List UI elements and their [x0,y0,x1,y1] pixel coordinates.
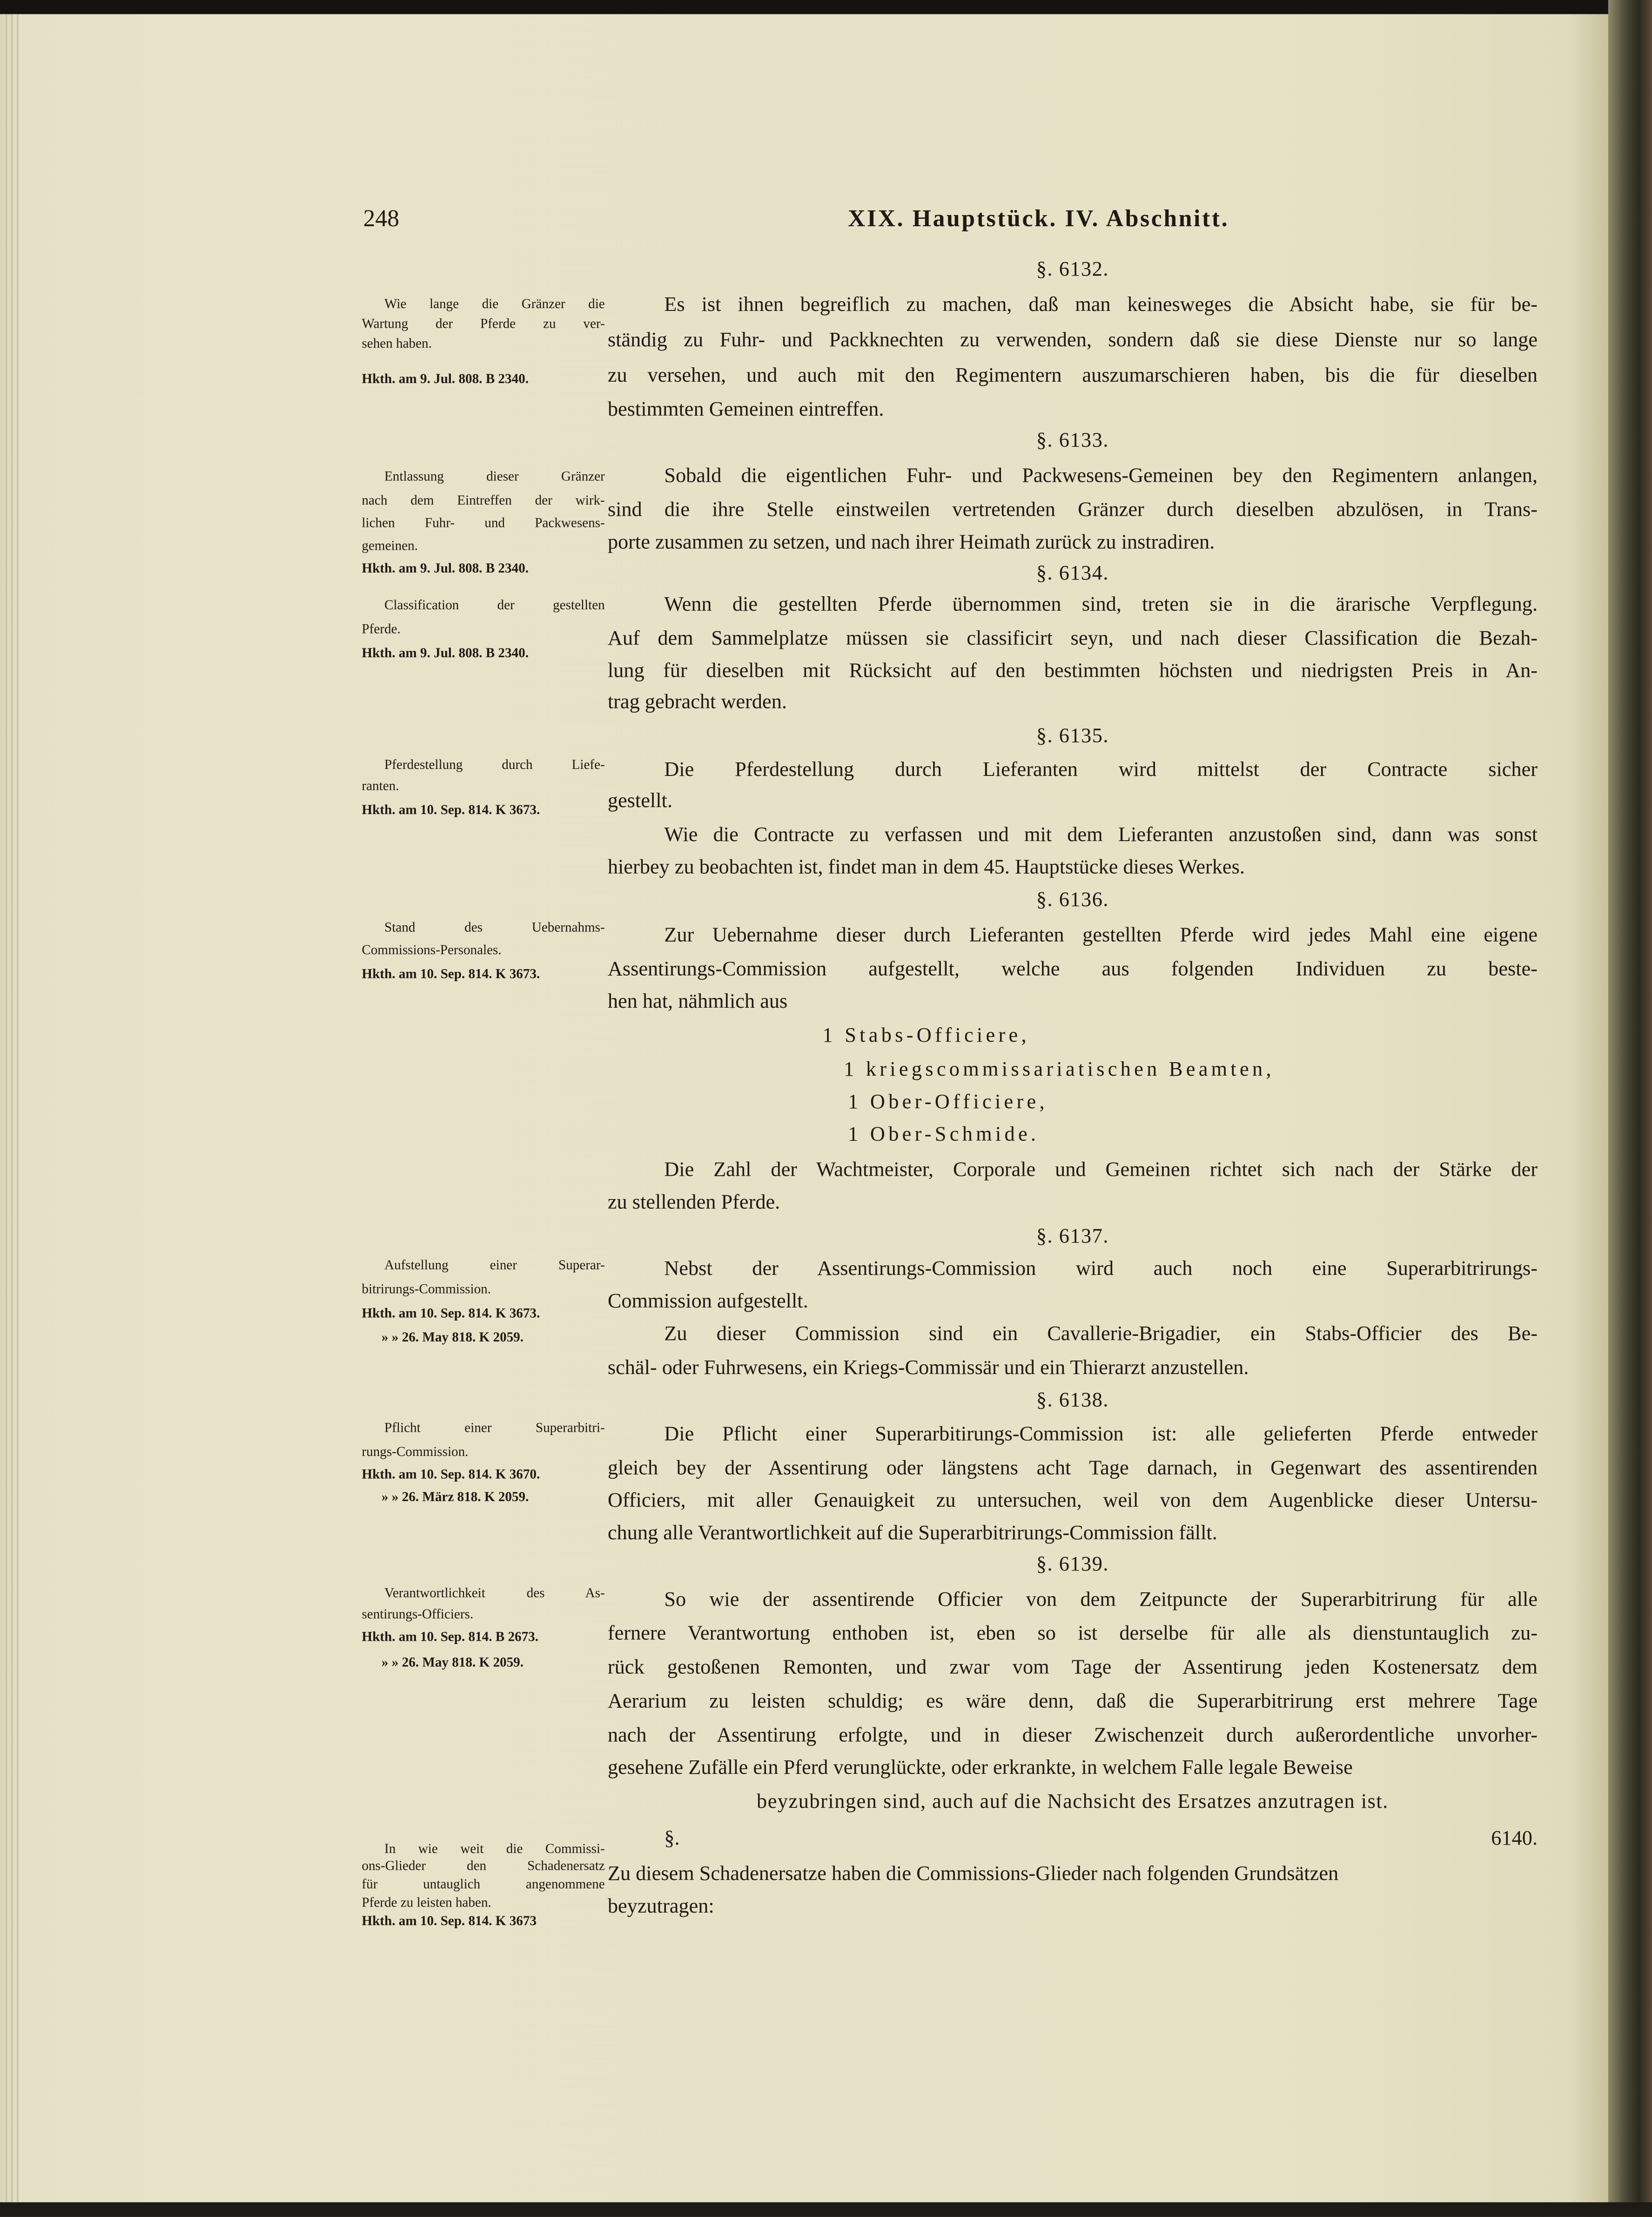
list-item: 1 kriegscommissariatischen Beamten, [843,1058,1275,1082]
citation-reference: Hkth. am 10. Sep. 814. K 3673. [362,967,540,983]
citation-reference: Hkth. am 9. Jul. 808. B 2340. [362,371,529,388]
citation-reference: Hkth. am 9. Jul. 808. B 2340. [362,646,529,662]
text-line: Die Pferdestellung durch Lieferanten wird mittelst der Contracte sicher [664,759,1538,782]
text-line: rück gestoßenen Remonten, und zwar vom Tage der Assentirung jeden Kostenersatz dem [607,1657,1538,1679]
text-line: Aerarium zu leisten schuldig; es wäre denn, daß die Superarbitrirung erst mehrere Tage [607,1691,1538,1713]
text-line: lung für dieselben mit Rücksicht auf den bestimmten höchsten und niedrigsten Preis in An- [607,660,1538,683]
margin-note-line: Pferdestellung durch Liefe- [384,757,605,774]
scan-border-bottom [0,2202,1652,2216]
list-item: 1 Stabs-Officiere, [822,1024,1030,1048]
margin-note-line: gemeinen. [362,539,418,554]
text-line: Wenn die gestellten Pferde übernommen sind, treten sie in die ärarische Verpflegung. [664,593,1538,617]
text-line: gesehene Zufälle ein Pferd verunglückte, oder erkrankte, in welchem Falle legale Beweise [607,1757,1353,1780]
text-line: hen hat, nähmlich aus [607,991,788,1014]
text-line: zu versehen, und auch mit den Regimentern auszumarschieren haben, bis die für dieselben [607,364,1538,388]
text-line: beyzutragen: [607,1895,714,1918]
text-line: chung alle Verantwortlichkeit auf die Superarbitrirungs-Commission fällt. [607,1522,1217,1545]
section-heading: §. 6133. [1036,430,1109,452]
citation-reference: » » 26. May 818. K 2059. [381,1655,524,1671]
citation-reference: » » 26. May 818. K 2059. [381,1330,524,1346]
text-line: Es ist ihnen begreiflich zu machen, daß man keinesweges die Absicht habe, sie für be- [664,294,1538,317]
margin-note-line: Pferde. [362,622,401,638]
page-edge-line [17,14,18,2202]
running-title: XIX. Hauptstück. IV. Abschnitt. [848,205,1229,232]
text-line: zu stellenden Pferde. [607,1192,780,1214]
margin-note-line: nach dem Eintreffen der wirk- [362,493,605,509]
text-line: Zu dieser Commission sind ein Cavallerie-Brigadier, ein Stabs-Officier des Be- [664,1323,1538,1346]
text-line: nach der Assentirung erfolgte, und in dieser Zwischenzeit durch außerordentliche unvorher- [607,1724,1538,1747]
text-line: Commission aufgestellt. [607,1290,808,1314]
text-line: Nebst der Assentirungs-Commission wird auch noch eine Superarbitrirungs- [664,1258,1538,1281]
text-line: Auf dem Sammelplatze müssen sie classificirt seyn, und nach dieser Classification die Bezah- [607,627,1538,650]
list-item: 1 Ober-Schmide. [848,1124,1040,1146]
page-edge-line [6,14,7,2202]
section-heading: §. 6139. [1036,1553,1109,1577]
text-line: Assentirungs-Commission aufgestellt, welche aus folgenden Individuen zu beste- [607,958,1538,981]
citation-reference: Hkth. am 10. Sep. 814. B 2673. [362,1630,539,1645]
margin-note-line: rungs-Commission. [362,1444,469,1461]
margin-note-line: bitrirungs-Commission. [362,1282,491,1298]
section-heading: beyzubringen sind, auch auf die Nachsicht des Ersatzes anzutragen ist. [757,1791,1389,1814]
margin-note-line: Verantwortlichkeit des As- [384,1586,605,1602]
section-heading: §. 6134. [1036,562,1109,586]
citation-reference: Hkth. am 10. Sep. 814. K 3673 [362,1914,537,1930]
text-line: §. 6140. [664,1827,1538,1851]
citation-reference: Hkth. am 10. Sep. 814. K 3673. [362,1306,540,1322]
text-line: bestimmten Gemeinen eintreffen. [607,398,884,421]
book-spine-edge [1608,0,1652,2217]
page-edge-line [11,14,13,2202]
section-heading: §. 6137. [1036,1225,1109,1248]
text-line: Die Zahl der Wachtmeister, Corporale und Gemeinen richtet sich nach der Stärke der [664,1159,1538,1182]
margin-note-line: für untauglich angenommene [362,1877,605,1893]
text-line: Wie die Contracte zu verfassen und mit dem Lieferanten anzustoßen sind, dann was sonst [664,824,1538,847]
citation-reference: Hkth. am 10. Sep. 814. K 3673. [362,802,540,819]
text-line: ständig zu Fuhr- und Packknechten zu verwenden, sondern daß sie diese Dienste nur so lange [607,329,1538,352]
text-line: schäl- oder Fuhrwesens, ein Kriegs-Commissär und ein Thierarzt anzustellen. [607,1357,1249,1380]
text-line: So wie der assentirende Officier von dem Zeitpuncte der Superarbitrirung für alle [664,1589,1538,1611]
margin-note-line: sehen haben. [362,336,432,352]
margin-note-line: Stand des Uebernahms- [384,920,605,936]
margin-note-line: In wie weit die Commissi- [384,1841,605,1858]
margin-note-line: Classification der gestellten [384,598,605,613]
margin-note-line: sentirungs-Officiers. [362,1607,474,1623]
margin-note-line: Wartung der Pferde zu ver- [362,317,605,332]
text-line: hierbey zu beobachten ist, findet man in dem 45. Hauptstücke dieses Werkes. [607,856,1245,879]
text-line: fernere Verantwortung enthoben ist, eben so ist derselbe für alle als dienstuntauglich zu- [607,1623,1538,1645]
section-heading: §. 6136. [1036,889,1109,912]
margin-note-line: lichen Fuhr- und Packwesens- [362,516,605,532]
text-line: Zur Uebernahme dieser durch Lieferanten gestellten Pferde wird jedes Mahl eine eigene [664,924,1538,947]
citation-reference: Hkth. am 10. Sep. 814. K 3670. [362,1467,540,1483]
margin-note-line: Commissions-Personales. [362,943,502,958]
margin-note-line: Wie lange die Gränzer die [384,296,605,313]
text-line: Officiers, mit aller Genauigkeit zu untersuchen, weil von dem Augenblicke dieser Untersu- [607,1489,1538,1513]
section-heading: §. 6138. [1036,1389,1109,1412]
text-line: trag gebracht werden. [607,691,787,714]
scan-border-top [0,0,1652,14]
text-line: Die Pflicht einer Superarbitirungs-Commission ist: alle gelieferten Pferde entweder [664,1423,1538,1446]
page-number: 248 [363,205,399,232]
citation-reference: » » 26. März 818. K 2059. [381,1489,529,1506]
list-item: 1 Ober-Officiere, [848,1091,1048,1114]
margin-note-line: Pferde zu leisten haben. [362,1895,491,1911]
section-heading: §. 6135. [1036,725,1109,748]
text-line: sind die ihre Stelle einstweilen vertretenden Gränzer durch dieselben abzulösen, in Trans- [607,499,1538,522]
margin-note-line: ranten. [362,779,399,795]
text-line: porte zusammen zu setzen, und nach ihrer Heimath zurück zu instradiren. [607,531,1215,554]
text-line: gestellt. [607,790,672,813]
text-line: Zu diesem Schadenersatze haben die Commissions-Glieder nach folgenden Grundsätzen [607,1863,1339,1886]
text-line: gleich bey der Assentirung oder längstens acht Tage darnach, in Gegenwart des assentirenden [607,1457,1538,1480]
text-line: Sobald die eigentlichen Fuhr- und Packwesens-Gemeinen bey den Regimentern anlangen, [664,465,1538,488]
citation-reference: Hkth. am 9. Jul. 808. B 2340. [362,561,529,577]
section-heading: §. 6132. [1036,258,1109,282]
margin-note-line: ons-Glieder den Schadenersatz [362,1859,605,1874]
margin-note-line: Entlassung dieser Gränzer [384,469,605,485]
margin-note-line: Aufstellung einer Superar- [384,1258,605,1274]
margin-note-line: Pflicht einer Superarbitri- [384,1420,605,1436]
